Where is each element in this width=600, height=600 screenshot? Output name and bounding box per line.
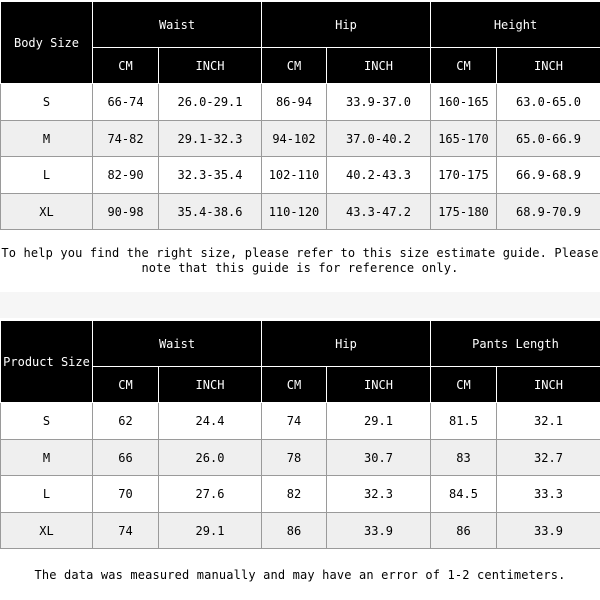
- size-cell: M: [1, 121, 93, 157]
- size-cell: XL: [1, 194, 93, 230]
- size-cell: XL: [1, 513, 93, 549]
- table-cell: 82: [262, 476, 327, 513]
- size-cell: S: [1, 84, 93, 121]
- table-cell: 78: [262, 440, 327, 476]
- table-cell: 29.1: [159, 513, 262, 549]
- table-cell: 86: [262, 513, 327, 549]
- table-cell: 70: [93, 476, 159, 513]
- table-cell: 74: [93, 513, 159, 549]
- table-cell: 102-110: [262, 157, 327, 194]
- table-cell: 84.5: [431, 476, 497, 513]
- table-cell: 32.7: [497, 440, 600, 476]
- measurement-error-note: The data was measured manually and may have an error of 1-2 centimeters.: [34, 568, 566, 582]
- table-cell: 66: [93, 440, 159, 476]
- table-cell: 83: [431, 440, 497, 476]
- size-cell: S: [1, 403, 93, 440]
- pants-length-header: Pants Length: [431, 321, 600, 367]
- section-divider: [0, 292, 600, 318]
- table-cell: 175-180: [431, 194, 497, 230]
- body-size-table: [0, 1, 600, 230]
- hip-header: Hip: [262, 2, 431, 48]
- table-cell: 74: [262, 403, 327, 440]
- table-cell: 29.1: [327, 403, 431, 440]
- table-cell: 160-165: [431, 84, 497, 121]
- table-cell: 40.2-43.3: [327, 157, 431, 194]
- size-cell: M: [1, 440, 93, 476]
- unit-header: CM: [431, 367, 497, 403]
- table-row: [1, 513, 600, 549]
- table-cell: 66-74: [93, 84, 159, 121]
- unit-header: CM: [93, 367, 159, 403]
- table-cell: 66.9-68.9: [497, 157, 600, 194]
- hip-header: Hip: [262, 321, 431, 367]
- unit-header: INCH: [497, 367, 600, 403]
- table-cell: 33.3: [497, 476, 600, 513]
- waist-header: Waist: [93, 2, 262, 48]
- size-guide-note-line: To help you find the right size, please refer to this size estimate guide. Please: [1, 246, 599, 260]
- product-size-table: [0, 320, 600, 549]
- table-cell: 65.0-66.9: [497, 121, 600, 157]
- table-row: [1, 194, 600, 230]
- table-cell: 29.1-32.3: [159, 121, 262, 157]
- table-cell: 165-170: [431, 121, 497, 157]
- unit-header: INCH: [327, 367, 431, 403]
- size-cell: L: [1, 157, 93, 194]
- table-cell: 86-94: [262, 84, 327, 121]
- table-cell: 94-102: [262, 121, 327, 157]
- size-guide-note: [0, 246, 600, 276]
- table-cell: 82-90: [93, 157, 159, 194]
- table-cell: 30.7: [327, 440, 431, 476]
- table-row: [1, 84, 600, 121]
- table-row: [1, 403, 600, 440]
- size-guide-note-line: note that this guide is for reference only.: [141, 261, 459, 275]
- table-cell: 32.1: [497, 403, 600, 440]
- table-cell: 33.9: [327, 513, 431, 549]
- table-cell: 90-98: [93, 194, 159, 230]
- unit-header: INCH: [159, 367, 262, 403]
- size-cell: L: [1, 476, 93, 513]
- unit-header: INCH: [497, 48, 600, 84]
- table-cell: 32.3: [327, 476, 431, 513]
- table-cell: 32.3-35.4: [159, 157, 262, 194]
- table-cell: 33.9-37.0: [327, 84, 431, 121]
- table-cell: 33.9: [497, 513, 600, 549]
- table-cell: 74-82: [93, 121, 159, 157]
- table-cell: 26.0: [159, 440, 262, 476]
- table-cell: 81.5: [431, 403, 497, 440]
- table-cell: 27.6: [159, 476, 262, 513]
- table-cell: 63.0-65.0: [497, 84, 600, 121]
- table-row: [1, 157, 600, 194]
- unit-header: CM: [262, 48, 327, 84]
- unit-header: INCH: [159, 48, 262, 84]
- table-cell: 43.3-47.2: [327, 194, 431, 230]
- body-size-header-row: [1, 2, 600, 48]
- table-cell: 26.0-29.1: [159, 84, 262, 121]
- table-row: [1, 476, 600, 513]
- table-row: [1, 121, 600, 157]
- table-cell: 35.4-38.6: [159, 194, 262, 230]
- product-size-label: Product Size: [1, 321, 93, 403]
- body-size-label: Body Size: [1, 2, 93, 84]
- unit-header: CM: [431, 48, 497, 84]
- table-cell: 62: [93, 403, 159, 440]
- waist-header: Waist: [93, 321, 262, 367]
- table-cell: 110-120: [262, 194, 327, 230]
- product-size-header-row: [1, 321, 600, 367]
- unit-header: CM: [93, 48, 159, 84]
- table-cell: 170-175: [431, 157, 497, 194]
- table-cell: 68.9-70.9: [497, 194, 600, 230]
- table-row: [1, 440, 600, 476]
- table-cell: 86: [431, 513, 497, 549]
- height-header: Height: [431, 2, 600, 48]
- table-cell: 24.4: [159, 403, 262, 440]
- unit-header: INCH: [327, 48, 431, 84]
- table-cell: 37.0-40.2: [327, 121, 431, 157]
- unit-header: CM: [262, 367, 327, 403]
